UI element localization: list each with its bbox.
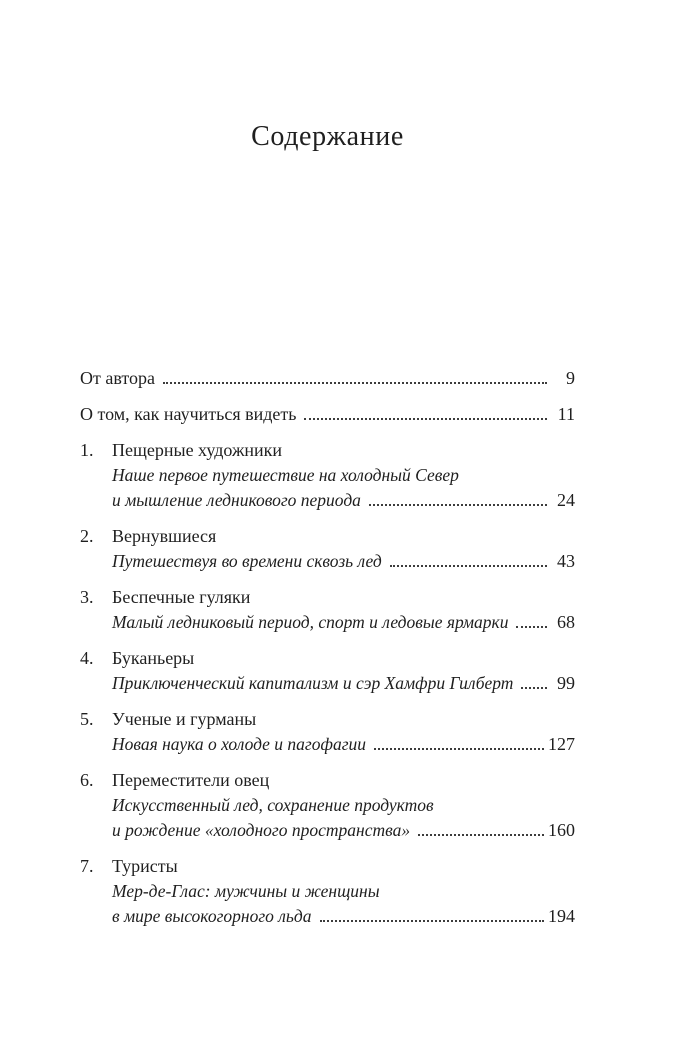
toc-entry-body (112, 768, 575, 843)
toc-page-number: 11 (557, 404, 575, 424)
dot-leader (521, 687, 547, 689)
toc-page-number: 9 (566, 368, 575, 388)
toc-entry (80, 366, 575, 391)
toc-entry-subtitle (112, 610, 575, 635)
table-of-contents (80, 366, 575, 929)
toc-entry-subtitle (112, 549, 575, 574)
toc-entry-title (112, 585, 575, 610)
toc-page-number: 194 (548, 906, 575, 926)
toc-entry-body (112, 646, 575, 696)
toc-line-text: О том, как научиться видеть (80, 404, 297, 424)
dot-leader (374, 748, 544, 750)
toc-entry-number: 3. (80, 587, 94, 607)
toc-entry-subtitle (112, 671, 575, 696)
toc-entry-number: 5. (80, 709, 94, 729)
toc-entry (80, 768, 575, 843)
dot-leader (369, 504, 547, 506)
toc-entry-number: 7. (80, 856, 94, 876)
toc-entry-title (112, 707, 575, 732)
toc-page-number: 43 (557, 551, 575, 571)
toc-entry (80, 524, 575, 574)
toc-line-text: Пещерные художники (112, 440, 283, 460)
toc-entry-body (112, 707, 575, 757)
toc-entry-title (80, 366, 575, 391)
toc-entry-title (80, 402, 575, 427)
toc-entry (80, 585, 575, 635)
toc-line-text: Приключенческий капитализм и сэр Хамфри Гилберт (112, 673, 514, 693)
toc-line-text: Ученые и гурманы (112, 709, 257, 729)
toc-entry-title (112, 524, 575, 549)
toc-entry-title (112, 768, 575, 793)
toc-entry (80, 646, 575, 696)
toc-entry-subtitle (112, 463, 575, 488)
dot-leader (390, 565, 547, 567)
toc-entry-body (112, 524, 575, 574)
toc-line-text: Вернувшиеся (112, 526, 217, 546)
toc-entry (80, 438, 575, 513)
toc-line-text: и мышление ледникового периода (112, 490, 361, 510)
toc-line-text: Путешествуя во времени сквозь лед (112, 551, 382, 571)
toc-entry-number: 1. (80, 440, 94, 460)
toc-line-text: Наше первое путешествие на холодный Север (112, 465, 459, 485)
toc-entry-subtitle (112, 879, 575, 904)
toc-line-text: Переместители овец (112, 770, 270, 790)
toc-entry-title (112, 854, 575, 879)
toc-entry-subtitle (112, 793, 575, 818)
toc-entry-body (80, 366, 575, 391)
toc-line-text: Мер-де-Глас: мужчины и женщины (112, 881, 380, 901)
toc-entry-number: 4. (80, 648, 94, 668)
toc-line-text: Новая наука о холоде и пагофагии (112, 734, 367, 754)
dot-leader (304, 418, 547, 420)
toc-entry (80, 402, 575, 427)
toc-entry-body (80, 402, 575, 427)
toc-line-text: От автора (80, 368, 156, 388)
toc-entry-subtitle (112, 488, 575, 513)
dot-leader (418, 834, 544, 836)
toc-entry-subtitle (112, 732, 575, 757)
toc-entry-subtitle (112, 904, 575, 929)
toc-page-number: 127 (548, 734, 575, 754)
toc-entry (80, 707, 575, 757)
dot-leader (163, 382, 547, 384)
dot-leader (320, 920, 545, 922)
toc-entry-title (112, 646, 575, 671)
toc-line-text: Искусственный лед, сохранение продуктов (112, 795, 434, 815)
toc-entry (80, 854, 575, 929)
dot-leader (516, 626, 547, 628)
toc-entry-body (112, 854, 575, 929)
toc-entry-body (112, 438, 575, 513)
toc-entry-number: 2. (80, 526, 94, 546)
toc-line-text: Беспечные гуляки (112, 587, 251, 607)
toc-page-number: 68 (557, 612, 575, 632)
toc-page-number: 99 (557, 673, 575, 693)
page-title: Содержание (251, 121, 404, 152)
toc-entry-title (112, 438, 575, 463)
toc-line-text: в мире высокогорного льда (112, 906, 312, 926)
toc-page-number: 24 (557, 490, 575, 510)
toc-page-number: 160 (548, 820, 575, 840)
toc-entry-number: 6. (80, 770, 94, 790)
toc-line-text: и рождение «холодного пространства» (112, 820, 411, 840)
toc-line-text: Малый ледниковый период, спорт и ледовые ярмарки (112, 612, 509, 632)
toc-line-text: Туристы (112, 856, 178, 876)
toc-entry-body (112, 585, 575, 635)
toc-line-text: Буканьеры (112, 648, 195, 668)
toc-entry-subtitle (112, 818, 575, 843)
